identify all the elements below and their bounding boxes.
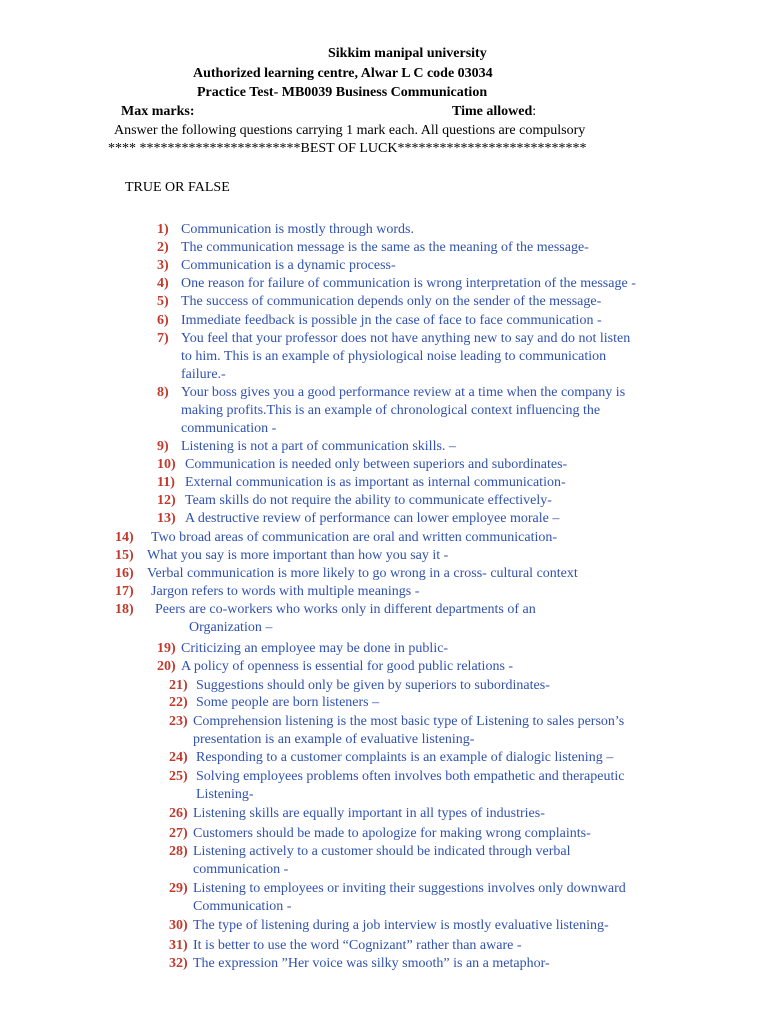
question-text: Suggestions should only be given by superiors to subordinates- xyxy=(196,678,550,693)
question-text: A policy of openness is essential for good public relations - xyxy=(181,659,514,674)
question-text-continued: presentation is an example of evaluative listening- xyxy=(193,732,475,747)
best-of-luck-banner: **** ***********************BEST OF LUCK*************************** xyxy=(108,141,587,156)
question-number: 25) xyxy=(169,769,188,784)
question-text: What you say is more important than how you say it - xyxy=(147,548,449,563)
question-text: Criticizing an employee may be done in public- xyxy=(181,641,449,656)
question-number: 2) xyxy=(157,240,169,255)
question-number: 1) xyxy=(157,222,169,237)
question-text: Immediate feedback is possible jn the case of face to face communication - xyxy=(181,313,602,328)
question-text: Jargon refers to words with multiple meanings - xyxy=(151,584,420,599)
question-text: Listening actively to a customer should be indicated through verbal xyxy=(193,844,571,859)
question-text: Listening is not a part of communication skills. – xyxy=(181,439,456,454)
question-text: Communication is needed only between superiors and subordinates- xyxy=(185,457,568,472)
question-number: 17) xyxy=(115,584,134,599)
section-title: TRUE OR FALSE xyxy=(125,180,230,195)
question-text: Team skills do not require the ability to communicate effectively- xyxy=(185,493,552,508)
question-text: Solving employees problems often involves both empathetic and therapeutic xyxy=(196,769,625,784)
question-text: Two broad areas of communication are oral and written communication- xyxy=(151,530,558,545)
question-number: 7) xyxy=(157,331,169,346)
question-text: Communication is mostly through words. xyxy=(181,222,414,237)
question-text: Some people are born listeners – xyxy=(196,695,380,710)
question-number: 18) xyxy=(115,602,134,617)
question-text: The type of listening during a job interview is mostly evaluative listening- xyxy=(193,918,609,933)
question-number: 21) xyxy=(169,678,188,693)
question-text: Listening skills are equally important in all types of industries- xyxy=(193,806,545,821)
question-text: Listening to employees or inviting their suggestions involves only downward xyxy=(193,881,626,896)
question-number: 11) xyxy=(157,475,175,490)
question-text: The expression ”Her voice was silky smooth” is an a metaphor- xyxy=(193,956,550,971)
question-number: 28) xyxy=(169,844,188,859)
question-number: 13) xyxy=(157,511,176,526)
question-text-continued: Communication - xyxy=(193,899,292,914)
question-text: The success of communication depends only on the sender of the message- xyxy=(181,294,602,309)
test-title: Practice Test- MB0039 Business Communication xyxy=(197,85,488,100)
question-text: Your boss gives you a good performance review at a time when the company is xyxy=(181,385,626,400)
question-number: 23) xyxy=(169,714,188,729)
question-text: Verbal communication is more likely to go wrong in a cross- cultural context xyxy=(147,566,578,581)
question-text: Comprehension listening is the most basic type of Listening to sales person’s xyxy=(193,714,625,729)
question-text: Responding to a customer complaints is an example of dialogic listening – xyxy=(196,750,614,765)
question-text: You feel that your professor does not have anything new to say and do not listen xyxy=(181,331,631,346)
question-number: 3) xyxy=(157,258,169,273)
question-number: 22) xyxy=(169,695,188,710)
question-number: 9) xyxy=(157,439,169,454)
question-number: 27) xyxy=(169,826,188,841)
question-number: 31) xyxy=(169,938,188,953)
question-number: 32) xyxy=(169,956,188,971)
question-text: External communication is as important as internal communication- xyxy=(185,475,566,490)
question-text: It is better to use the word “Cognizant” rather than aware - xyxy=(193,938,522,953)
max-marks-label: Max marks: xyxy=(121,104,195,119)
question-text: Customers should be made to apologize for making wrong complaints- xyxy=(193,826,591,841)
question-number: 4) xyxy=(157,276,169,291)
question-number: 29) xyxy=(169,881,188,896)
question-number: 10) xyxy=(157,457,176,472)
instructions: Answer the following questions carrying 1 mark each. All questions are compulsory xyxy=(114,123,586,138)
question-text-continued: communication - xyxy=(181,421,277,436)
question-text-continued: communication - xyxy=(193,862,289,877)
question-number: 20) xyxy=(157,659,176,674)
question-number: 30) xyxy=(169,918,188,933)
question-number: 6) xyxy=(157,313,169,328)
question-number: 12) xyxy=(157,493,176,508)
question-number: 16) xyxy=(115,566,134,581)
question-number: 26) xyxy=(169,806,188,821)
question-number: 19) xyxy=(157,641,176,656)
question-number: 15) xyxy=(115,548,134,563)
question-number: 8) xyxy=(157,385,169,400)
question-text-continued: Listening- xyxy=(196,787,254,802)
question-text-continued: failure.- xyxy=(181,367,226,382)
question-text: A destructive review of performance can lower employee morale – xyxy=(185,511,560,526)
question-text-continued: Organization – xyxy=(189,620,273,635)
question-text-continued: to him. This is an example of physiological noise leading to communication xyxy=(181,349,607,364)
question-number: 24) xyxy=(169,750,188,765)
question-text: Peers are co-workers who works only in different departments of an xyxy=(155,602,536,617)
question-text-continued: making profits.This is an example of chronological context influencing the xyxy=(181,403,601,418)
question-number: 14) xyxy=(115,530,134,545)
time-allowed-label: Time allowed: xyxy=(452,104,537,119)
question-text: Communication is a dynamic process- xyxy=(181,258,396,273)
learning-centre: Authorized learning centre, Alwar L C code 03034 xyxy=(193,66,493,81)
university-name: Sikkim manipal university xyxy=(328,46,487,61)
question-text: The communication message is the same as the meaning of the message- xyxy=(181,240,589,255)
question-text: One reason for failure of communication is wrong interpretation of the message - xyxy=(181,276,636,291)
question-number: 5) xyxy=(157,294,169,309)
